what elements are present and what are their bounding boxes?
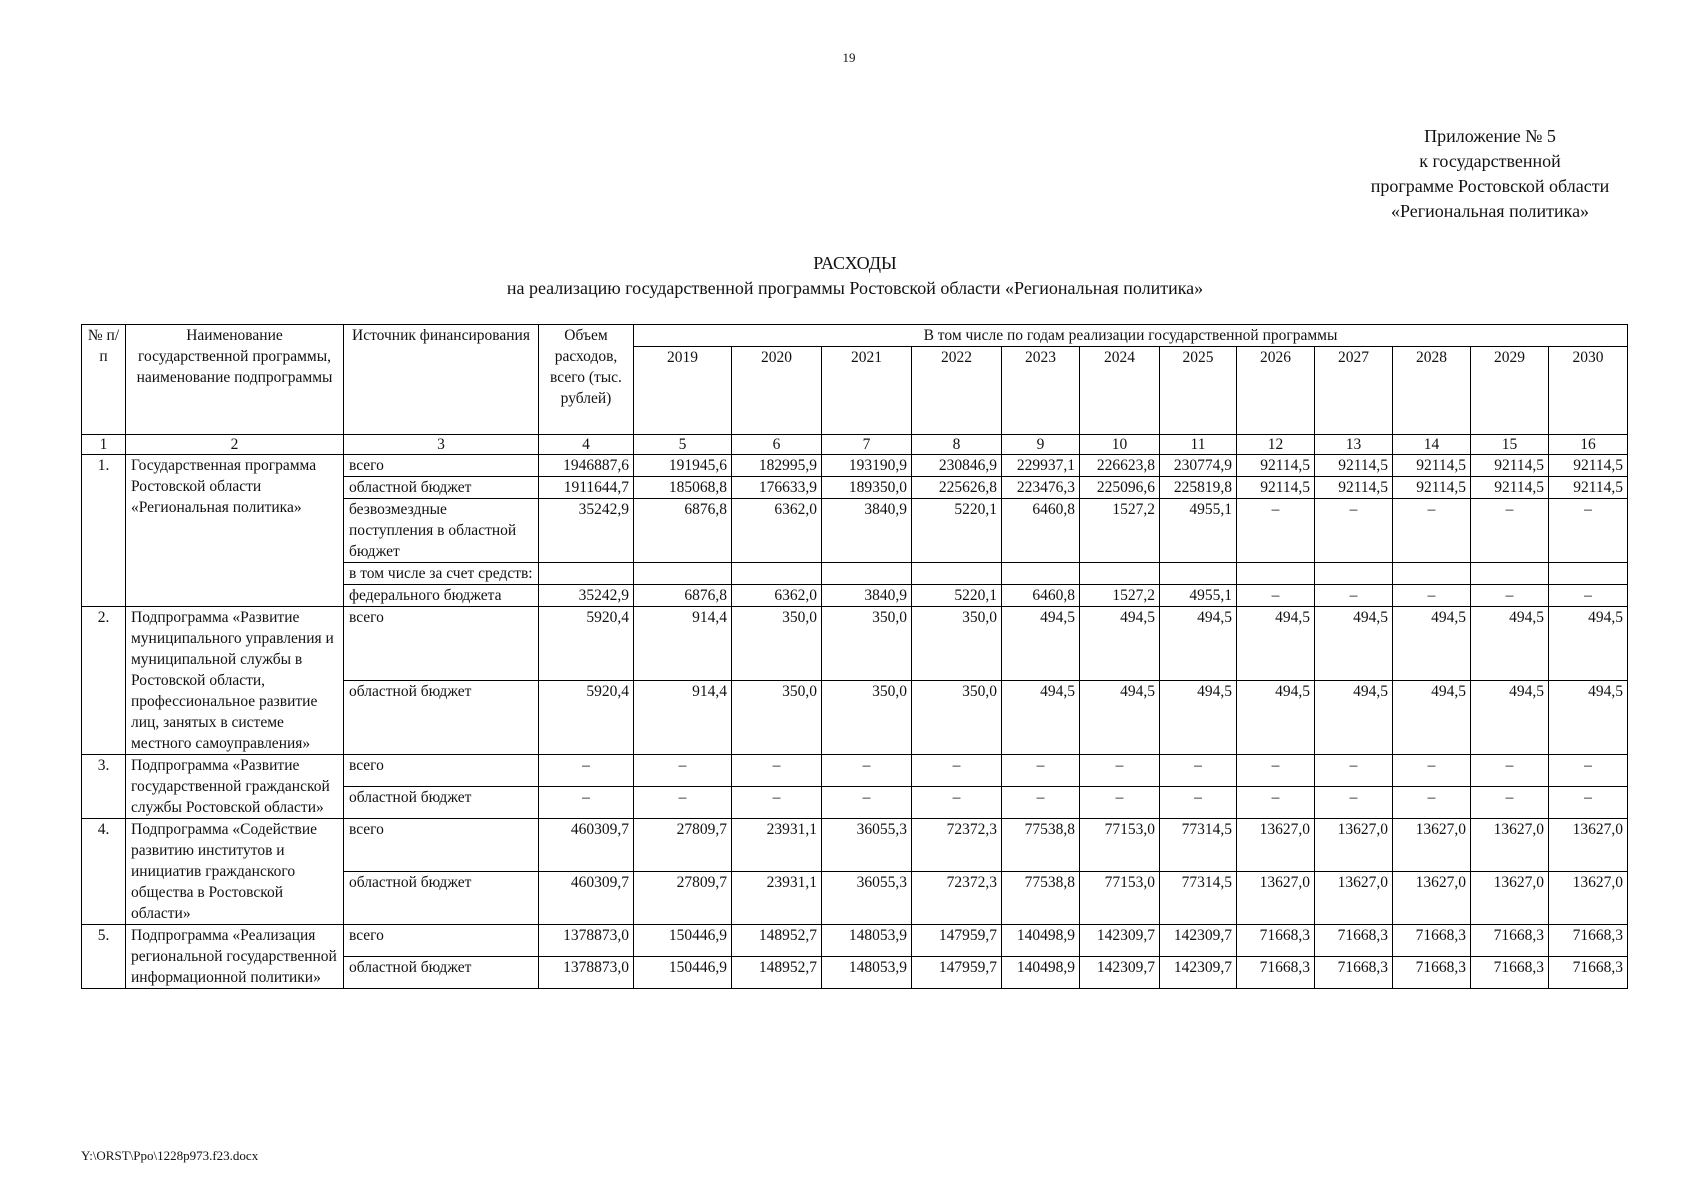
total-value: 1946887,6 (539, 455, 634, 477)
column-number: 8 (912, 435, 1002, 455)
document-subtitle: на реализацию государственной программы Ростовской области «Региональная политика» (506, 278, 1204, 298)
year-value: 148053,9 (822, 957, 912, 989)
year-value: 13627,0 (1471, 872, 1549, 925)
year-value: 148952,7 (732, 925, 822, 957)
year-value: 494,5 (1080, 681, 1160, 755)
column-number: 5 (634, 435, 732, 455)
year-value: 13627,0 (1237, 872, 1315, 925)
year-value: – (1315, 755, 1393, 787)
year-value: – (1237, 755, 1315, 787)
year-value (634, 563, 732, 585)
column-number: 9 (1002, 435, 1080, 455)
year-value: – (634, 787, 732, 819)
year-value: – (912, 787, 1002, 819)
total-value: – (539, 755, 634, 787)
total-value: 1378873,0 (539, 925, 634, 957)
year-value: – (1002, 755, 1080, 787)
year-value (912, 563, 1002, 585)
year-value: 92114,5 (1549, 477, 1628, 499)
year-value: 77538,8 (1002, 872, 1080, 925)
year-value (732, 563, 822, 585)
year-value: 142309,7 (1160, 925, 1237, 957)
year-value: 6876,8 (634, 499, 732, 563)
column-number: 4 (539, 435, 634, 455)
year-value: – (1471, 787, 1549, 819)
document-title: РАСХОДЫ (813, 253, 897, 273)
funding-source: всего (344, 455, 539, 477)
year-value: 142309,7 (1080, 957, 1160, 989)
year-value: – (732, 755, 822, 787)
appendix-line: «Региональная политика» (1390, 201, 1590, 221)
year-value: 3840,9 (822, 585, 912, 607)
column-number: 16 (1549, 435, 1628, 455)
column-number: 13 (1315, 435, 1393, 455)
year-value: 148053,9 (822, 925, 912, 957)
year-value: 36055,3 (822, 872, 912, 925)
year-value: – (1237, 787, 1315, 819)
row-number: 4. (82, 819, 126, 925)
year-value: 72372,3 (912, 872, 1002, 925)
year-value: 13627,0 (1549, 872, 1628, 925)
year-value: 13627,0 (1315, 872, 1393, 925)
row-number: 5. (82, 925, 126, 989)
year-value: 1527,2 (1080, 585, 1160, 607)
header-year: 2022 (912, 347, 1002, 435)
year-value: 494,5 (1160, 681, 1237, 755)
year-value: 92114,5 (1393, 477, 1471, 499)
year-value: 225626,8 (912, 477, 1002, 499)
column-number: 10 (1080, 435, 1160, 455)
year-value: 142309,7 (1160, 957, 1237, 989)
total-value: 460309,7 (539, 819, 634, 872)
header-year: 2026 (1237, 347, 1315, 435)
total-value: 1378873,0 (539, 957, 634, 989)
year-value: 225096,6 (1080, 477, 1160, 499)
year-value: – (1393, 755, 1471, 787)
table-row (82, 607, 1628, 681)
year-value: 189350,0 (822, 477, 912, 499)
table-row (82, 755, 1628, 787)
program-name: Подпрограмма «Реализация региональной государственной информационной политики» (126, 925, 344, 989)
header-years-group: В том числе по годам реализации государственной программы (634, 325, 1628, 347)
program-name: Государственная программа Ростовской области «Региональная политика» (126, 455, 344, 607)
header-year: 2025 (1160, 347, 1237, 435)
header-year: 2020 (732, 347, 822, 435)
year-value: 13627,0 (1471, 819, 1549, 872)
year-value: 13627,0 (1393, 819, 1471, 872)
year-value: – (1315, 787, 1393, 819)
header-num: № п/п (82, 325, 126, 435)
year-value: 92114,5 (1315, 455, 1393, 477)
header-year: 2019 (634, 347, 732, 435)
document-title-block (0, 251, 1698, 301)
year-value (1002, 563, 1080, 585)
year-value: 27809,7 (634, 819, 732, 872)
year-value: 3840,9 (822, 499, 912, 563)
year-value: 494,5 (1002, 681, 1080, 755)
table-row (82, 925, 1628, 957)
header-year: 2023 (1002, 347, 1080, 435)
year-value: 350,0 (912, 681, 1002, 755)
header-total: Объем расходов, всего (тыс. рублей) (539, 325, 634, 435)
year-value: 494,5 (1393, 681, 1471, 755)
year-value: 77314,5 (1160, 819, 1237, 872)
year-value: – (912, 755, 1002, 787)
year-value: – (1549, 585, 1628, 607)
year-value: 71668,3 (1549, 957, 1628, 989)
total-value (539, 563, 634, 585)
year-value: 77538,8 (1002, 819, 1080, 872)
header-year: 2021 (822, 347, 912, 435)
year-value: 13627,0 (1315, 819, 1393, 872)
year-value: 36055,3 (822, 819, 912, 872)
year-value: 350,0 (732, 607, 822, 681)
table-row (82, 819, 1628, 872)
year-value: 350,0 (822, 607, 912, 681)
year-value: 225819,8 (1160, 477, 1237, 499)
year-value: 223476,3 (1002, 477, 1080, 499)
year-value: 193190,9 (822, 455, 912, 477)
year-value: 92114,5 (1549, 455, 1628, 477)
header-year: 2027 (1315, 347, 1393, 435)
year-value: 71668,3 (1393, 925, 1471, 957)
column-number: 15 (1471, 435, 1549, 455)
year-value: 148952,7 (732, 957, 822, 989)
year-value: 4955,1 (1160, 585, 1237, 607)
year-value: 191945,6 (634, 455, 732, 477)
header-year: 2024 (1080, 347, 1160, 435)
year-value: 71668,3 (1315, 925, 1393, 957)
year-value: 494,5 (1315, 681, 1393, 755)
year-value: 92114,5 (1237, 477, 1315, 499)
year-value (1393, 563, 1471, 585)
header-row (82, 325, 1628, 347)
appendix-line: Приложение № 5 (1424, 126, 1556, 146)
file-path-footer: Y:\ORST\Ppo\1228p973.f23.docx (81, 1148, 259, 1163)
funding-source: областной бюджет (344, 787, 539, 819)
year-value: 494,5 (1471, 681, 1549, 755)
year-value: 350,0 (822, 681, 912, 755)
year-value: – (1080, 787, 1160, 819)
total-value: 5920,4 (539, 681, 634, 755)
year-value (822, 563, 912, 585)
year-value (1471, 563, 1549, 585)
year-value: – (1471, 499, 1549, 563)
year-value: 494,5 (1160, 607, 1237, 681)
year-value: – (1393, 787, 1471, 819)
year-value: 77314,5 (1160, 872, 1237, 925)
year-value: – (1315, 499, 1393, 563)
year-value: 77153,0 (1080, 819, 1160, 872)
year-value: – (1002, 787, 1080, 819)
row-number: 1. (82, 455, 126, 607)
year-value: 4955,1 (1160, 499, 1237, 563)
year-value: 71668,3 (1549, 925, 1628, 957)
year-value: 27809,7 (634, 872, 732, 925)
year-value: 230846,9 (912, 455, 1002, 477)
year-value: 13627,0 (1393, 872, 1471, 925)
year-value: 71668,3 (1393, 957, 1471, 989)
year-value: 92114,5 (1315, 477, 1393, 499)
funding-source: всего (344, 819, 539, 872)
year-value: – (1315, 585, 1393, 607)
header-year: 2029 (1471, 347, 1549, 435)
funding-source: областной бюджет (344, 957, 539, 989)
funding-source: всего (344, 925, 539, 957)
year-value: 914,4 (634, 607, 732, 681)
funding-source: всего (344, 607, 539, 681)
year-value: 140498,9 (1002, 925, 1080, 957)
total-value: 5920,4 (539, 607, 634, 681)
year-value: 92114,5 (1471, 477, 1549, 499)
year-value: 6362,0 (732, 585, 822, 607)
year-value: – (1549, 499, 1628, 563)
column-number-row (82, 435, 1628, 455)
year-value: – (1160, 787, 1237, 819)
year-value: – (1237, 585, 1315, 607)
header-source: Источник финансирования (344, 325, 539, 435)
appendix-line: программе Ростовской области (1370, 176, 1610, 196)
appendix-block (1290, 124, 1690, 224)
header-name: Наименование государственной программы, наименование подпрограммы (126, 325, 344, 435)
year-value: 6460,8 (1002, 585, 1080, 607)
total-value: 1911644,7 (539, 477, 634, 499)
year-value: 229937,1 (1002, 455, 1080, 477)
column-number: 11 (1160, 435, 1237, 455)
table-body (82, 455, 1628, 989)
header-year: 2028 (1393, 347, 1471, 435)
year-value: 6460,8 (1002, 499, 1080, 563)
year-value: 494,5 (1393, 607, 1471, 681)
year-value: – (1471, 585, 1549, 607)
row-number: 3. (82, 755, 126, 819)
funding-source: всего (344, 755, 539, 787)
year-value: – (1393, 585, 1471, 607)
year-value (1160, 563, 1237, 585)
year-value: – (822, 755, 912, 787)
year-value: 72372,3 (912, 819, 1002, 872)
year-value: 140498,9 (1002, 957, 1080, 989)
year-value (1549, 563, 1628, 585)
year-value: 13627,0 (1549, 819, 1628, 872)
total-value: 35242,9 (539, 585, 634, 607)
year-value: 71668,3 (1315, 957, 1393, 989)
program-name: Подпрограмма «Содействие развитию институтов и инициатив гражданского общества в Ростовской области» (126, 819, 344, 925)
appendix-line: к государственной (1419, 151, 1561, 171)
year-value: 23931,1 (732, 819, 822, 872)
year-value: 71668,3 (1237, 925, 1315, 957)
year-value: 71668,3 (1471, 925, 1549, 957)
year-value: – (1549, 787, 1628, 819)
year-value: 494,5 (1315, 607, 1393, 681)
year-value: 176633,9 (732, 477, 822, 499)
year-value: 494,5 (1471, 607, 1549, 681)
column-number: 14 (1393, 435, 1471, 455)
total-value: 460309,7 (539, 872, 634, 925)
year-value: 350,0 (732, 681, 822, 755)
year-value: 150446,9 (634, 957, 732, 989)
year-value: 182995,9 (732, 455, 822, 477)
year-value: 150446,9 (634, 925, 732, 957)
year-value: 147959,7 (912, 925, 1002, 957)
year-value: 494,5 (1237, 681, 1315, 755)
year-value: – (634, 755, 732, 787)
year-value (1315, 563, 1393, 585)
year-value: 185068,8 (634, 477, 732, 499)
year-value: – (1471, 755, 1549, 787)
year-value (1237, 563, 1315, 585)
funding-source: федерального бюджета (344, 585, 539, 607)
year-value: 77153,0 (1080, 872, 1160, 925)
year-value: 142309,7 (1080, 925, 1160, 957)
row-number: 2. (82, 607, 126, 755)
column-number: 12 (1237, 435, 1315, 455)
total-value: 35242,9 (539, 499, 634, 563)
year-value: 92114,5 (1471, 455, 1549, 477)
year-value: 5220,1 (912, 585, 1002, 607)
year-value (1080, 563, 1160, 585)
column-number: 2 (126, 435, 344, 455)
year-value: 230774,9 (1160, 455, 1237, 477)
year-value: 71668,3 (1237, 957, 1315, 989)
year-value: – (1080, 755, 1160, 787)
year-value: 13627,0 (1237, 819, 1315, 872)
year-value: 147959,7 (912, 957, 1002, 989)
year-value: – (1237, 499, 1315, 563)
year-value: – (1393, 499, 1471, 563)
year-value: 5220,1 (912, 499, 1002, 563)
year-value: 23931,1 (732, 872, 822, 925)
year-value: 494,5 (1080, 607, 1160, 681)
year-value: 92114,5 (1393, 455, 1471, 477)
program-name: Подпрограмма «Развитие муниципального управления и муниципальной службы в Ростовской области, профессиональное развитие лиц, занятых в системе местного самоуправления» (126, 607, 344, 755)
program-name: Подпрограмма «Развитие государственной гражданской службы Ростовской области» (126, 755, 344, 819)
year-value: – (732, 787, 822, 819)
year-value: 6876,8 (634, 585, 732, 607)
funding-source: в том числе за счет средств: (344, 563, 539, 585)
expenses-table (81, 324, 1628, 989)
year-value: 494,5 (1549, 607, 1628, 681)
year-value: 914,4 (634, 681, 732, 755)
column-number: 6 (732, 435, 822, 455)
year-value: 92114,5 (1237, 455, 1315, 477)
year-value: – (1160, 755, 1237, 787)
year-value: – (822, 787, 912, 819)
column-number: 7 (822, 435, 912, 455)
funding-source: областной бюджет (344, 477, 539, 499)
year-value: 494,5 (1237, 607, 1315, 681)
column-number: 3 (344, 435, 539, 455)
year-value: 350,0 (912, 607, 1002, 681)
funding-source: безвозмездные поступления в областной бюджет (344, 499, 539, 563)
funding-source: областной бюджет (344, 681, 539, 755)
year-value: 1527,2 (1080, 499, 1160, 563)
table-row (82, 455, 1628, 477)
page-number: 19 (842, 50, 856, 65)
funding-source: областной бюджет (344, 872, 539, 925)
year-value: – (1549, 755, 1628, 787)
year-value: 6362,0 (732, 499, 822, 563)
year-value: 494,5 (1549, 681, 1628, 755)
column-number: 1 (82, 435, 126, 455)
total-value: – (539, 787, 634, 819)
year-value: 71668,3 (1471, 957, 1549, 989)
year-value: 494,5 (1002, 607, 1080, 681)
header-year: 2030 (1549, 347, 1628, 435)
year-value: 226623,8 (1080, 455, 1160, 477)
